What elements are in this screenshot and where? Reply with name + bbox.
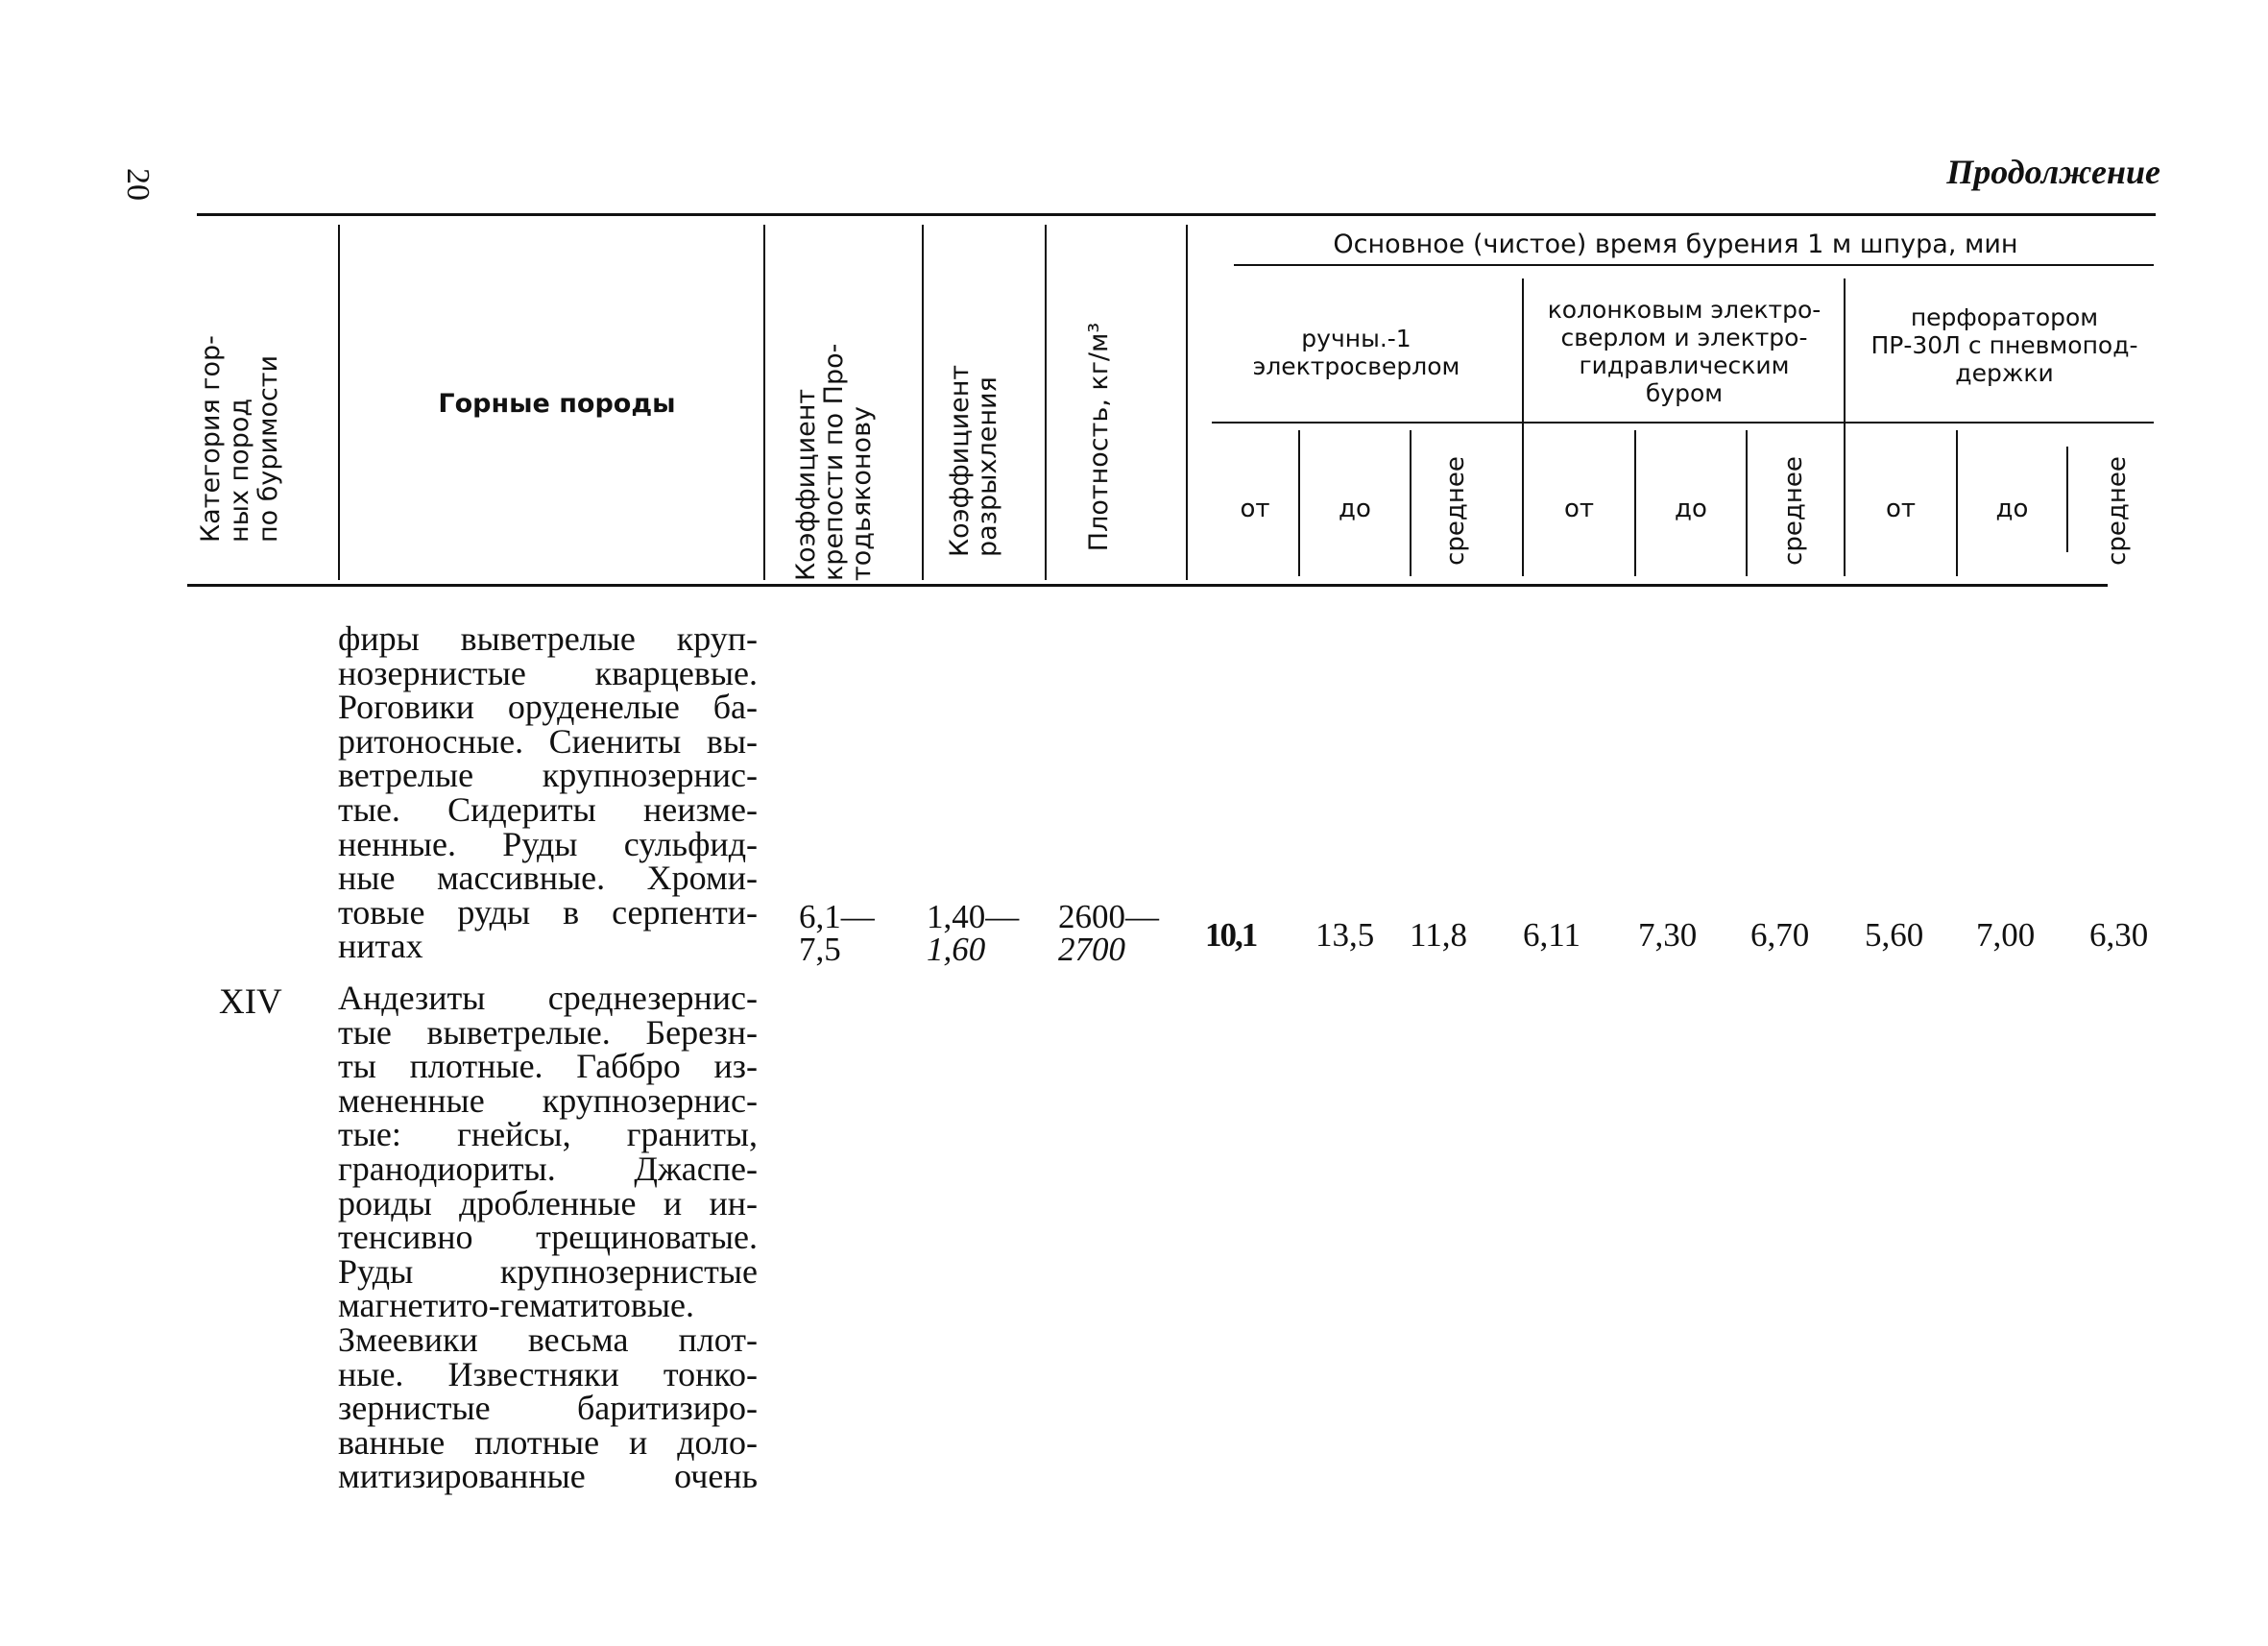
row-1-hardness: 6,1— 7,5 bbox=[799, 898, 875, 968]
subheader-from: от bbox=[1885, 495, 1917, 523]
header-vline bbox=[1186, 225, 1188, 580]
header-vline bbox=[338, 225, 340, 580]
subgroup-rule bbox=[1212, 422, 2154, 424]
header-hardness: Коэффициент крепости по Про- тодьяконову bbox=[791, 343, 877, 581]
header-bottom-rule bbox=[187, 584, 2108, 587]
row-1-column-average: 6,70 bbox=[1750, 916, 1810, 954]
row-2-rock-description: Андезиты среднезернис- тые выветрелые. Березн- ты плотные. Габбро из- мененные крупнозернис- тые: гнейсы, граниты, гранодиориты. Джаспе- роиды дробленные и ин- тенсивно трещиноватые. Руды крупнозернистые магнетито-гематитовые. Змеевики весьма плот- ные. Известняки тонко- зернистые баритизиро- ванные плотные и доло- митизированные очень bbox=[338, 979, 758, 1496]
subheader-to: до bbox=[1339, 495, 1371, 523]
subheader-average: среднее bbox=[2103, 456, 2132, 566]
header-vline bbox=[763, 225, 765, 580]
header-top-rule bbox=[197, 213, 2156, 216]
subheader-from: от bbox=[1563, 495, 1595, 523]
group-column-drill: колонковым электро- сверлом и электро- гидравлическим буром bbox=[1547, 296, 1822, 407]
row-1-hand-to: 13,5 bbox=[1315, 916, 1375, 954]
row-1-density: 2600— 2700 bbox=[1058, 898, 1159, 968]
subheader-to: до bbox=[1995, 495, 2029, 523]
subheader-to: до bbox=[1675, 495, 1707, 523]
row-1-hand-average: 11,8 bbox=[1410, 916, 1467, 954]
header-category: Категория гор- ных пород по буримости bbox=[196, 335, 283, 543]
continuation-label: Продолжение bbox=[1946, 153, 2160, 191]
subheader-average: среднее bbox=[1441, 456, 1470, 566]
group-hand-drill: ручны.-1 электросверлом bbox=[1252, 325, 1460, 380]
header-vline bbox=[1746, 430, 1748, 576]
row-1-perforator-from: 5,60 bbox=[1865, 916, 1924, 954]
subheader-average: среднее bbox=[1779, 456, 1808, 566]
row-1-hand-from: 10,1 bbox=[1205, 916, 1257, 954]
header-density: Плотность, кг/м³ bbox=[1084, 322, 1114, 552]
group-perforator: перфоратором ПР-30Л с пневмопод- держки bbox=[1870, 303, 2138, 387]
header-vline bbox=[2066, 447, 2068, 552]
row-1-perforator-average: 6,30 bbox=[2089, 916, 2149, 954]
row-1-perforator-to: 7,00 bbox=[1976, 916, 2036, 954]
header-vline bbox=[1410, 430, 1411, 576]
row-1-column-from: 6,11 bbox=[1523, 916, 1580, 954]
subheader-from: от bbox=[1240, 495, 1270, 523]
header-vline bbox=[1522, 278, 1524, 576]
header-loosening: Коэффициент разрыхления bbox=[945, 364, 1002, 557]
row-1-loosening: 1,40— 1,60 bbox=[927, 898, 1020, 968]
row-2-category: XIV bbox=[219, 982, 282, 1022]
header-rocks: Горные породы bbox=[438, 389, 676, 419]
header-vline bbox=[922, 225, 924, 580]
header-vline bbox=[1045, 225, 1047, 580]
time-group-rule bbox=[1234, 264, 2154, 266]
row-1-column-to: 7,30 bbox=[1638, 916, 1698, 954]
page-number: 20 bbox=[120, 168, 156, 201]
row-1-rock-description: фиры выветрелые круп- нозернистые кварцевые. Роговики оруденелые ба- ритоносные. Сиениты вы- ветрелые крупнозернис- тые. Сидериты неизме- ненные. Руды сульфид- ные массивные. Хроми- товые руды в серпенти- нитах bbox=[338, 619, 758, 966]
header-drilling-time: Основное (чистое) время бурения 1 м шпура, мин bbox=[1333, 230, 2018, 259]
